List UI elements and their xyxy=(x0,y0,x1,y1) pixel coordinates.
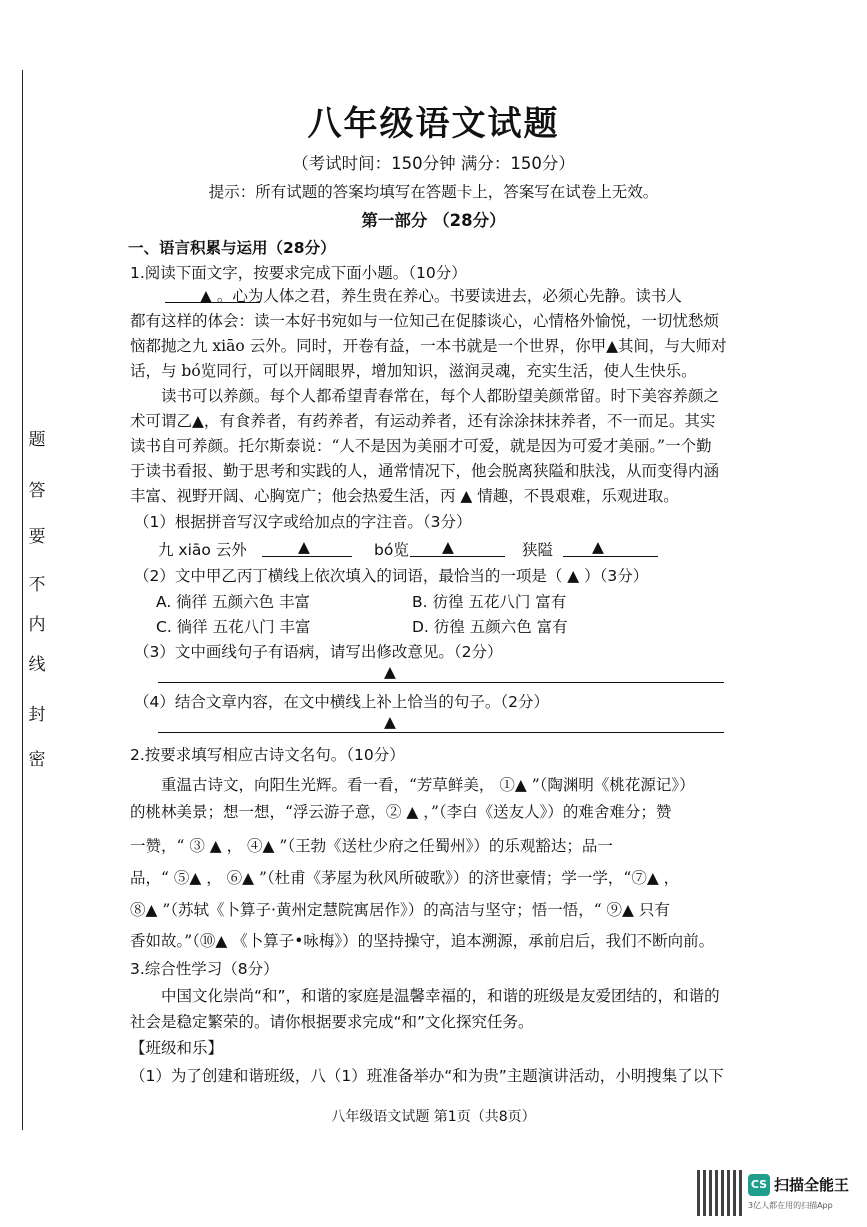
binding-char: 不 xyxy=(28,575,46,595)
binding-char: 线 xyxy=(28,655,46,675)
poem-line: 的桃林美景；想一想，“浮云游子意，② ▲ ，”（李白《送友人》）的难舍难分；赞 xyxy=(130,803,672,821)
passage-line: 都有这样的体会：读一本好书宛如与一位知己在促膝谈心，心情格外愉悦，一切忧愁烦 xyxy=(130,312,720,330)
option-b: B. 彷徨 五花八门 富有 xyxy=(412,593,567,611)
binding-char: 答 xyxy=(28,481,46,501)
answer-mark: ▲ xyxy=(384,663,396,681)
binding-char: 封 xyxy=(28,705,46,725)
binding-char: 题 xyxy=(28,430,46,450)
answer-blank xyxy=(563,556,658,557)
passage-line: 术可谓乙▲，有食养者，有药养者，有运动养者，还有涂涂抹抹养者，不一而足。其实 xyxy=(130,412,716,430)
answer-mark: ▲ xyxy=(384,713,396,731)
answer-line xyxy=(158,682,724,683)
q3-item-1: （1）为了创建和谐班级，八（1）班准备举办“和为贵”主题演讲活动，小明搜集了以下 xyxy=(130,1067,724,1085)
poem-line: 重温古诗文，向阳生光辉。看一看，“芳草鲜美， ①▲ ”（陶渊明《桃花源记》） xyxy=(161,776,695,794)
scanner-name: 扫描全能王 xyxy=(774,1176,850,1194)
passage-line: 读书自可养颜。托尔斯泰说：“人不是因为美丽才可爱，就是因为可爱才美丽。”一个勤 xyxy=(130,437,712,455)
passage-line: 话，与 bó览同行，可以开阔眼界，增加知识，滋润灵魂，充实生活，使人生快乐。 xyxy=(130,362,697,380)
passage-line: 读书可以养颜。每个人都希望青春常在，每个人都盼望美颜常留。时下美容养颜之 xyxy=(161,387,720,405)
answer-line xyxy=(158,732,724,733)
binding-char: 内 xyxy=(28,615,46,635)
scanner-tagline: 3亿人都在用的扫描App xyxy=(748,1201,833,1210)
binding-char: 要 xyxy=(28,527,46,547)
part-heading: 第一部分 （28分） xyxy=(361,211,506,230)
option-d: D. 彷徨 五颜六色 富有 xyxy=(412,618,568,636)
passage-line: 恼都抛之九 xiāo 云外。同时，开卷有益，一本书就是一个世界，你甲▲其间，与大师对 xyxy=(130,337,727,355)
poem-line: 一赞，“ ③ ▲ ， ④▲ ”（王勃《送杜少府之任蜀州》）的乐观豁达；品一 xyxy=(130,837,613,855)
sub-question-3: （3）文中画线句子有语病，请写出修改意见。（2分） xyxy=(134,643,503,661)
q3-intro: 中国文化崇尚“和”，和谐的家庭是温馨幸福的，和谐的班级是友爱团结的，和谐的 xyxy=(161,987,720,1005)
q3-intro: 社会是稳定繁荣的。请你根据要求完成“和”文化探究任务。 xyxy=(130,1013,534,1031)
answer-blank xyxy=(410,556,505,557)
passage-line: 丰富、视野开阔、心胸宽广；他会热爱生活，丙 ▲ 情趣，不畏艰难，乐观进取。 xyxy=(130,487,679,505)
q1-title: 1.阅读下面文字，按要求完成下面小题。（10分） xyxy=(130,264,467,282)
page-title: 八年级语文试题 xyxy=(307,104,560,144)
notice: 提示：所有试题的答案均填写在答题卡上，答案写在试卷上无效。 xyxy=(208,183,659,201)
section-heading: 一、语言积累与运用（28分） xyxy=(128,239,336,257)
answer-mark: ▲ xyxy=(592,538,604,556)
sub-question-1: （1）根据拼音写汉字或给加点的字注音。（3分） xyxy=(134,513,472,531)
exam-info: （考试时间：150分钟 满分：150分） xyxy=(292,154,575,173)
pinyin-item: 狭隘 xyxy=(522,541,554,559)
camscanner-logo: CS xyxy=(748,1174,770,1196)
poem-line: 香如故。”（⑩▲ 《卜算子•咏梅》）的坚持操守，追本溯源，承前启后，我们不断向前。 xyxy=(130,932,715,950)
pinyin-item: bó览 xyxy=(374,541,409,559)
qr-code-icon xyxy=(697,1170,743,1216)
option-c: C. 徜徉 五花八门 丰富 xyxy=(156,618,311,636)
poem-line: ⑧▲ ”（苏轼《卜算子·黄州定慧院寓居作》）的高洁与坚守；悟一悟，“ ⑨▲ 只有 xyxy=(130,901,670,919)
binding-char: 密 xyxy=(28,750,46,770)
sub-question-2: （2）文中甲乙丙丁横线上依次填入的词语，最恰当的一项是（ ▲ ）（3分） xyxy=(134,567,649,585)
option-a: A. 徜徉 五颜六色 丰富 xyxy=(156,593,311,611)
passage-line: 于读书看报、勤于思考和实践的人，通常情况下，他会脱离狭隘和肤浅，从而变得内涵 xyxy=(130,462,720,480)
q3-title: 3.综合性学习（8分） xyxy=(130,960,279,978)
answer-mark: ▲ xyxy=(442,538,454,556)
sub-question-4: （4）结合文章内容，在文中横线上补上恰当的句子。（2分） xyxy=(134,693,549,711)
answer-blank xyxy=(262,556,352,557)
q3-tag: 【班级和乐】 xyxy=(130,1039,224,1057)
q2-title: 2.按要求填写相应古诗文名句。（10分） xyxy=(130,746,405,764)
passage-line: ▲ 。心为人体之君，养生贵在养心。书要读进去，必须心先静。读书人 xyxy=(200,287,682,305)
page-footer: 八年级语文试题 第1页（共8页） xyxy=(331,1109,536,1125)
pinyin-item: 九 xiāo 云外 xyxy=(158,541,247,559)
poem-line: 品，“ ⑤▲ ， ⑥▲ ”（杜甫《茅屋为秋风所破歌》）的济世豪情；学一学，“⑦▲ ， xyxy=(130,869,680,887)
answer-mark: ▲ xyxy=(298,538,310,556)
